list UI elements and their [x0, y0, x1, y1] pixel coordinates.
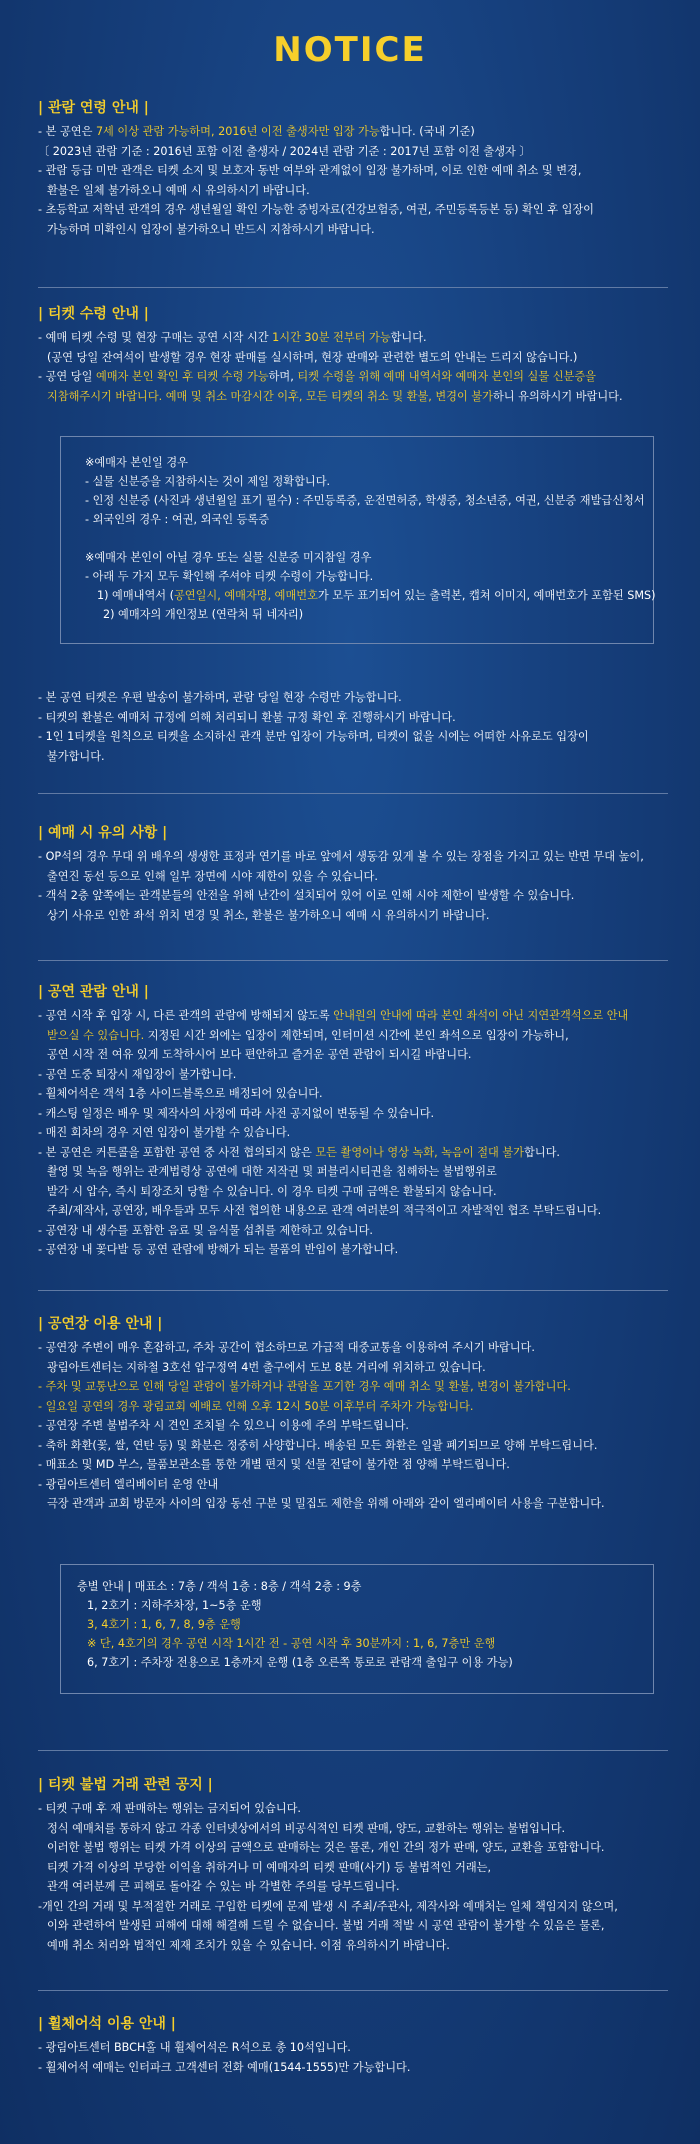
text-line: 광림아트센터는 지하철 3호선 압구정역 4번 출구에서 도보 8분 거리에 위치하고 있습니다.: [47, 1360, 486, 1374]
box-line: ※예매자 본인이 아닐 경우 또는 실물 신분증 미지참일 경우: [85, 551, 372, 564]
section-title: | 티켓 수령 안내 |: [38, 306, 149, 322]
text-line: 상기 사유로 인한 좌석 위치 변경 및 취소, 환불은 불가하오니 예매 시 유의하시기 바랍니다.: [47, 908, 490, 922]
text-line: - 공연장 주변 불법주차 시 견인 조치될 수 있으니 이용에 주의 부탁드립니다.: [38, 1419, 409, 1432]
divider: [38, 287, 668, 288]
id-requirements-box: [60, 436, 654, 644]
section-ticket-notes: [38, 688, 668, 766]
section-title: | 공연장 이용 안내 |: [38, 1316, 163, 1332]
text-line: (공연 당일 잔여석이 발생할 경우 현장 판매를 실시하며, 현장 판매와 관련한 별도의 안내는 드리지 않습니다.): [47, 350, 578, 364]
section-title: | 티켓 불법 거래 관련 공지 |: [38, 1777, 213, 1793]
text-line: - 휠체어석 예매는 인터파크 고객센터 전화 예매(1544-1555)만 가능합니다.: [38, 2060, 411, 2074]
text-line: 극장 관객과 교회 방문자 사이의 입장 동선 구분 및 밀집도 제한을 위해 아래와 같이 엘리베이터 사용을 구분합니다.: [47, 1497, 605, 1510]
text-line: - 매진 회차의 경우 지연 입장이 불가할 수 있습니다.: [38, 1126, 291, 1139]
text-line: - 캐스팅 일정은 배우 및 제작사의 사정에 따라 사전 공지없이 변동될 수 있습니다.: [38, 1106, 435, 1120]
text-line: 이러한 불법 행위는 티켓 가격 이상의 금액으로 판매하는 것은 물론, 개인 간의 정가 판매, 양도, 교환을 포함합니다.: [47, 1841, 605, 1854]
section-title: | 휠체어석 이용 안내 |: [38, 2016, 176, 2032]
text-line: 지참해주시기 바랍니다. 예매 및 취소 마감시간 이후, 모든 티켓의 취소 및 환불, 변경이 불가하니 유의하시기 바랍니다.: [47, 389, 623, 403]
text-line: 공연 시작 전 여유 있게 도착하시어 보다 편안하고 즐거운 공연 관람이 되시길 바랍니다.: [47, 1048, 472, 1061]
box-line: - 인정 신분증 (사진과 생년월일 표기 필수) : 주민등록증, 운전면허증, 학생증, 청소년증, 여권, 신분증 재발급신청서: [85, 494, 645, 507]
text-line: - 공연 도중 퇴장시 재입장이 불가합니다.: [38, 1067, 237, 1081]
divider: [38, 960, 668, 961]
text-line: - 매표소 및 MD 부스, 물품보관소를 통한 개별 편지 및 선물 전달이 불가한 점 양해 부탁드립니다.: [38, 1458, 510, 1471]
box-line: 6, 7호기 : 주차장 전용으로 1층까지 운행 (1층 오른쪽 통로로 관람객 출입구 이용 가능): [87, 1656, 513, 1669]
text-line: 출연진 동선 등으로 인해 일부 장면에 시야 제한이 있을 수 있습니다.: [47, 869, 378, 883]
section-title: | 관람 연령 안내 |: [38, 100, 149, 116]
text-line: - 본 공연은 커튼콜을 포함한 공연 중 사전 협의되지 않은 모든 촬영이나 영상 녹화, 녹음이 절대 불가합니다.: [38, 1145, 560, 1159]
box-line: - 외국인의 경우 : 여권, 외국인 등록증: [85, 513, 269, 526]
text-line: 받으실 수 있습니다. 지정된 시간 외에는 입장이 제한되며, 인터미션 시간에 본인 좌석으로 입장이 가능하니,: [47, 1028, 569, 1042]
text-line: -개인 간의 거래 및 부적절한 거래로 구입한 티켓에 문제 발생 시 주최/주관사, 제작사와 예매처는 일체 책임지지 않으며,: [38, 1899, 618, 1913]
text-line: - 본 공연은 7세 이상 관람 가능하며, 2016년 이전 출생자만 입장 가능합니다. (국내 기준): [38, 125, 475, 138]
divider: [38, 1290, 668, 1291]
section-resale: [38, 1775, 668, 1955]
text-line: - 1인 1티켓을 원칙으로 티켓을 소지하신 관객 분만 입장이 가능하며, 티켓이 없을 시에는 어떠한 사유로도 입장이: [38, 730, 589, 743]
text-line: - 휠체어석은 객석 1층 사이드블록으로 배정되어 있습니다.: [38, 1087, 323, 1100]
text-line: 관객 여러분께 큰 피해로 돌아갈 수 있는 바 각별한 주의를 당부드립니다.: [47, 1880, 400, 1893]
text-line: - 공연 시작 후 입장 시, 다른 관객의 관람에 방해되지 않도록 안내원의 안내에 따라 본인 좌석이 아닌 지연관객석으로 안내: [38, 1009, 629, 1022]
section-age: [38, 98, 668, 239]
divider: [38, 1990, 668, 1991]
text-line: 발각 시 압수, 즉시 퇴장조치 당할 수 있습니다. 이 경우 티켓 구매 금액은 환불되지 않습니다.: [47, 1184, 497, 1198]
divider: [38, 1750, 668, 1751]
text-line: - 예매 티켓 수령 및 현장 구매는 공연 시작 시간 1시간 30분 전부터 가능합니다.: [38, 331, 427, 344]
section-venue: [38, 1314, 668, 1514]
text-line: - 공연 당일 예매자 본인 확인 후 티켓 수령 가능하며, 티켓 수령을 위해 예매 내역서와 예매자 본인의 실물 신분증을: [38, 370, 596, 383]
text-line: - OP석의 경우 무대 위 배우의 생생한 표정과 연기를 바로 앞에서 생동감 있게 볼 수 있는 장점을 가지고 있는 반면 무대 높이,: [38, 850, 644, 863]
text-line: - 초등학교 저학년 관객의 경우 생년월일 확인 가능한 증빙자료(건강보험증, 여권, 주민등록등본 등) 확인 후 입장이: [38, 203, 594, 216]
text-line: 불가합니다.: [47, 749, 105, 763]
page-title: NOTICE: [273, 30, 427, 70]
text-line: - 티켓의 환불은 예매처 규정에 의해 처리되니 환불 규정 확인 후 진행하시기 바랍니다.: [38, 710, 456, 724]
text-line: - 광림아트센터 BBCH홀 내 휠체어석은 R석으로 총 10석입니다.: [38, 2041, 351, 2054]
box-line: 층별 안내 | 매표소 : 7층 / 객석 1층 : 8층 / 객석 2층 : 9층: [77, 1580, 362, 1593]
section-booking: [38, 823, 668, 925]
text-line: - 티켓 구매 후 재 판매하는 행위는 금지되어 있습니다.: [38, 1802, 301, 1815]
box-line: - 실물 신분증을 지참하시는 것이 제일 정확합니다.: [85, 475, 331, 488]
text-line: 촬영 및 녹음 행위는 관계법령상 공연에 대한 저작권 및 퍼블리시티권을 침해하는 불법행위로: [47, 1165, 497, 1178]
box-line: 1) 예매내역서 (공연일시, 예매자명, 예매번호가 모두 표기되어 있는 출력본, 캡쳐 이미지, 예매번호가 포함된 SMS): [97, 589, 656, 602]
text-line: - 주차 및 교통난으로 인해 당일 관람이 불가하거나 관람을 포기한 경우 예매 취소 및 환불, 변경이 불가합니다.: [38, 1380, 571, 1393]
box-line: 3, 4호기 : 1, 6, 7, 8, 9층 운행: [87, 1618, 241, 1631]
text-line: - 공연장 주변이 매우 혼잡하고, 주차 공간이 협소하므로 가급적 대중교통을 이용하여 주시기 바랍니다.: [38, 1341, 535, 1354]
text-line: 예매 취소 처리와 법적인 제재 조치가 있을 수 있습니다. 이점 유의하시기 바랍니다.: [47, 1938, 450, 1952]
box-line: 1, 2호기 : 지하주차장, 1~5층 운행: [87, 1599, 262, 1612]
section-viewing: [38, 982, 668, 1260]
text-line: 정식 예매처를 통하지 않고 각종 인터넷상에서의 비공식적인 티켓 판매, 양도, 교환하는 행위는 불법입니다.: [47, 1821, 566, 1835]
section-wheelchair: [38, 2014, 668, 2077]
text-line: - 공연장 내 생수를 포함한 음료 및 음식물 섭취를 제한하고 있습니다.: [38, 1223, 373, 1237]
text-line: 이와 관련하여 발생된 피해에 대해 해결해 드릴 수 없습니다. 불법 거래 적발 시 공연 관람이 불가할 수 있음은 물론,: [47, 1919, 605, 1932]
box-line: ※예매자 본인일 경우: [85, 456, 188, 469]
box-line: 2) 예매자의 개인정보 (연락처 뒤 네자리): [103, 608, 304, 621]
text-line: - 축하 화환(꽃, 쌀, 연탄 등) 및 화분은 정중히 사양합니다. 배송된 모든 화환은 일괄 폐기되므로 양해 부탁드립니다.: [38, 1438, 598, 1452]
text-line: 환불은 일체 불가하오니 예매 시 유의하시기 바랍니다.: [47, 183, 310, 197]
section-ticket: [38, 304, 668, 406]
box-line: - 아래 두 가지 모두 확인해 주셔야 티켓 수령이 가능합니다.: [85, 570, 374, 583]
text-line: - 객석 2층 앞쪽에는 관객분들의 안전을 위해 난간이 설치되어 있어 이로 인해 시야 제한이 발생할 수 있습니다.: [38, 889, 575, 902]
text-line: - 공연장 내 꽃다발 등 공연 관람에 방해가 되는 물품의 반입이 불가합니다.: [38, 1243, 399, 1256]
elevator-info-box: [60, 1564, 654, 1694]
text-line: - 광림아트센터 엘리베이터 운영 안내: [38, 1477, 219, 1491]
text-line: 티켓 가격 이상의 부당한 이익을 취하거나 미 예매자의 티켓 판매(사기) 등 불법적인 거래는,: [47, 1860, 492, 1874]
text-line: 가능하며 미확인시 입장이 불가하오니 반드시 지참하시기 바랍니다.: [47, 222, 375, 236]
box-line: ※ 단, 4호기의 경우 공연 시작 1시간 전 - 공연 시작 후 30분까지 : 1, 6, 7층만 운행: [87, 1637, 496, 1650]
text-line: 주최/제작사, 공연장, 배우들과 모두 사전 협의한 내용으로 관객 여러분의 적극적이고 자발적인 협조 부탁드립니다.: [47, 1204, 602, 1217]
section-title: | 공연 관람 안내 |: [38, 984, 149, 1000]
divider: [38, 793, 668, 794]
text-line: - 일요일 공연의 경우 광림교회 예배로 인해 오후 12시 50분 이후부터 주차가 가능합니다.: [38, 1399, 474, 1413]
text-line: 〔 2023년 관람 기준 : 2016년 포함 이전 출생자 / 2024년 관람 기준 : 2017년 포함 이전 출생자 〕: [38, 144, 531, 158]
text-line: - 관람 등급 미만 관객은 티켓 소지 및 보호자 동반 여부와 관계없이 입장 불가하며, 이로 인한 예매 취소 및 변경,: [38, 164, 582, 177]
section-title: | 예매 시 유의 사항 |: [38, 825, 168, 841]
text-line: - 본 공연 티켓은 우편 발송이 불가하며, 관람 당일 현장 수령만 가능합니다.: [38, 691, 402, 704]
